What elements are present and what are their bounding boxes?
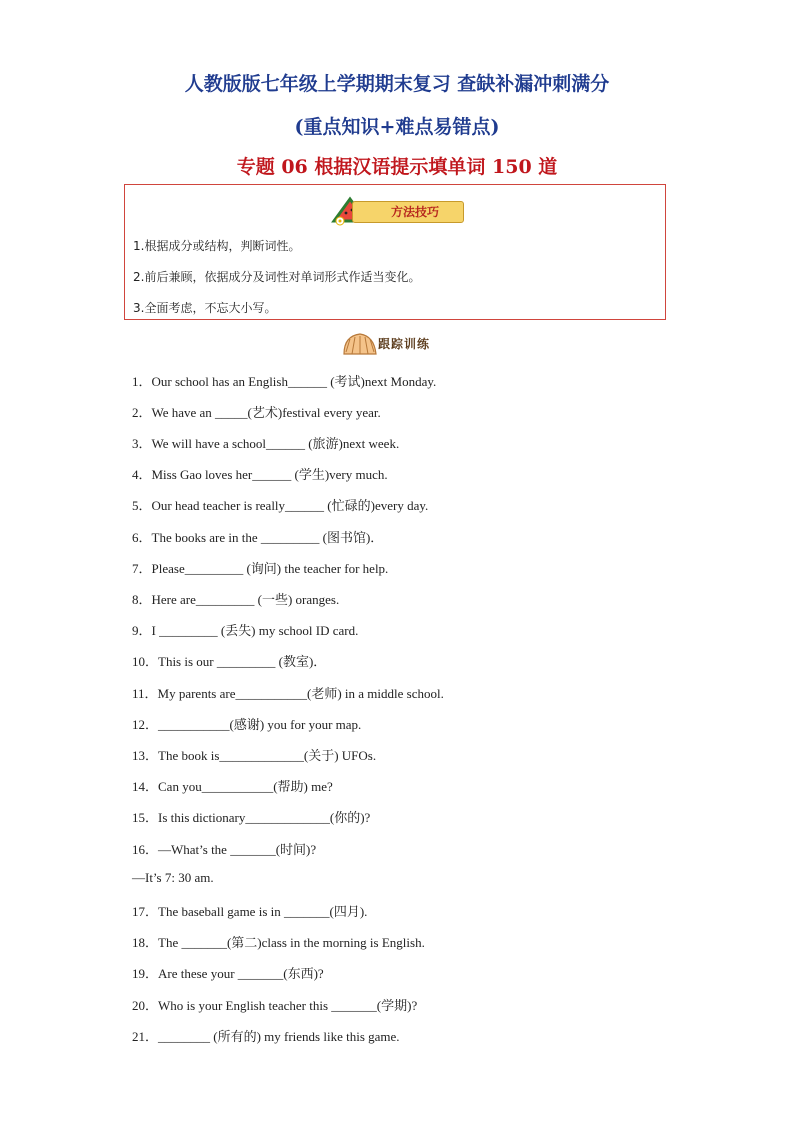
topic-title: 专题 06 根据汉语提示填单词 150 道: [236, 156, 558, 178]
question-item: 13．The book is_____________(关于) UFOs.: [132, 748, 377, 763]
method-tips-banner: [330, 195, 466, 225]
question-item: 2．We have an _____(艺术)festival every year.: [132, 405, 381, 420]
question-item: 9．I _________ (丢失) my school ID card.: [132, 623, 359, 638]
question-item: 20．Who is your English teacher this _______(学期)?: [132, 998, 418, 1013]
question-item: 10．This is our _________ (教室)．: [132, 654, 327, 669]
training-banner: [340, 330, 460, 358]
method-tips-label: 方法技巧: [352, 201, 464, 223]
question-item: 17．The baseball game is in _______(四月).: [132, 904, 368, 919]
tip-line: 2.前后兼顾，依据成分及词性对单词形式作适当变化。: [133, 270, 421, 284]
question-item: 11．My parents are___________(老师) in a middle school.: [132, 686, 444, 701]
page-title: 人教版版七年级上学期期末复习 查缺补漏冲刺满分: [184, 73, 610, 95]
question-item: 18．The _______(第二)class in the morning is English.: [132, 935, 425, 950]
question-item: 4．Miss Gao loves her______ (学生)very much.: [132, 467, 388, 482]
question-item: 19．Are these your _______(东西)?: [132, 966, 324, 981]
question-item: 7．Please_________ (询问) the teacher for help.: [132, 561, 389, 576]
tip-line: 3.全面考虑，不忘大小写。: [133, 301, 277, 315]
tip-line: 1.根据成分或结构，判断词性。: [133, 239, 301, 253]
question-item: 8．Here are_________ (一些) oranges.: [132, 592, 340, 607]
method-tips-box: [124, 184, 666, 320]
question-item: 12．___________(感谢) you for your map.: [132, 717, 362, 732]
question-answer-line: —It’s 7: 30 am.: [132, 870, 214, 885]
question-item: 1．Our school has an English______ (考试)next Monday.: [132, 374, 437, 389]
question-item: 14．Can you___________(帮助) me?: [132, 779, 333, 794]
question-item: 16．—What’s the _______(时间)?: [132, 842, 317, 857]
question-item: 6．The books are in the _________ (图书馆)．: [132, 530, 384, 545]
question-item: 3．We will have a school______ (旅游)next week.: [132, 436, 400, 451]
seashell-icon: [340, 330, 380, 358]
page-subtitle: (重点知识+难点易错点): [294, 116, 500, 138]
question-item: 5．Our head teacher is really______ (忙碌的)every day.: [132, 498, 429, 513]
question-item: 21．________ (所有的) my friends like this game.: [132, 1029, 400, 1044]
question-item: 15．Is this dictionary_____________(你的)?: [132, 810, 371, 825]
training-label: 跟踪训练: [378, 337, 431, 351]
